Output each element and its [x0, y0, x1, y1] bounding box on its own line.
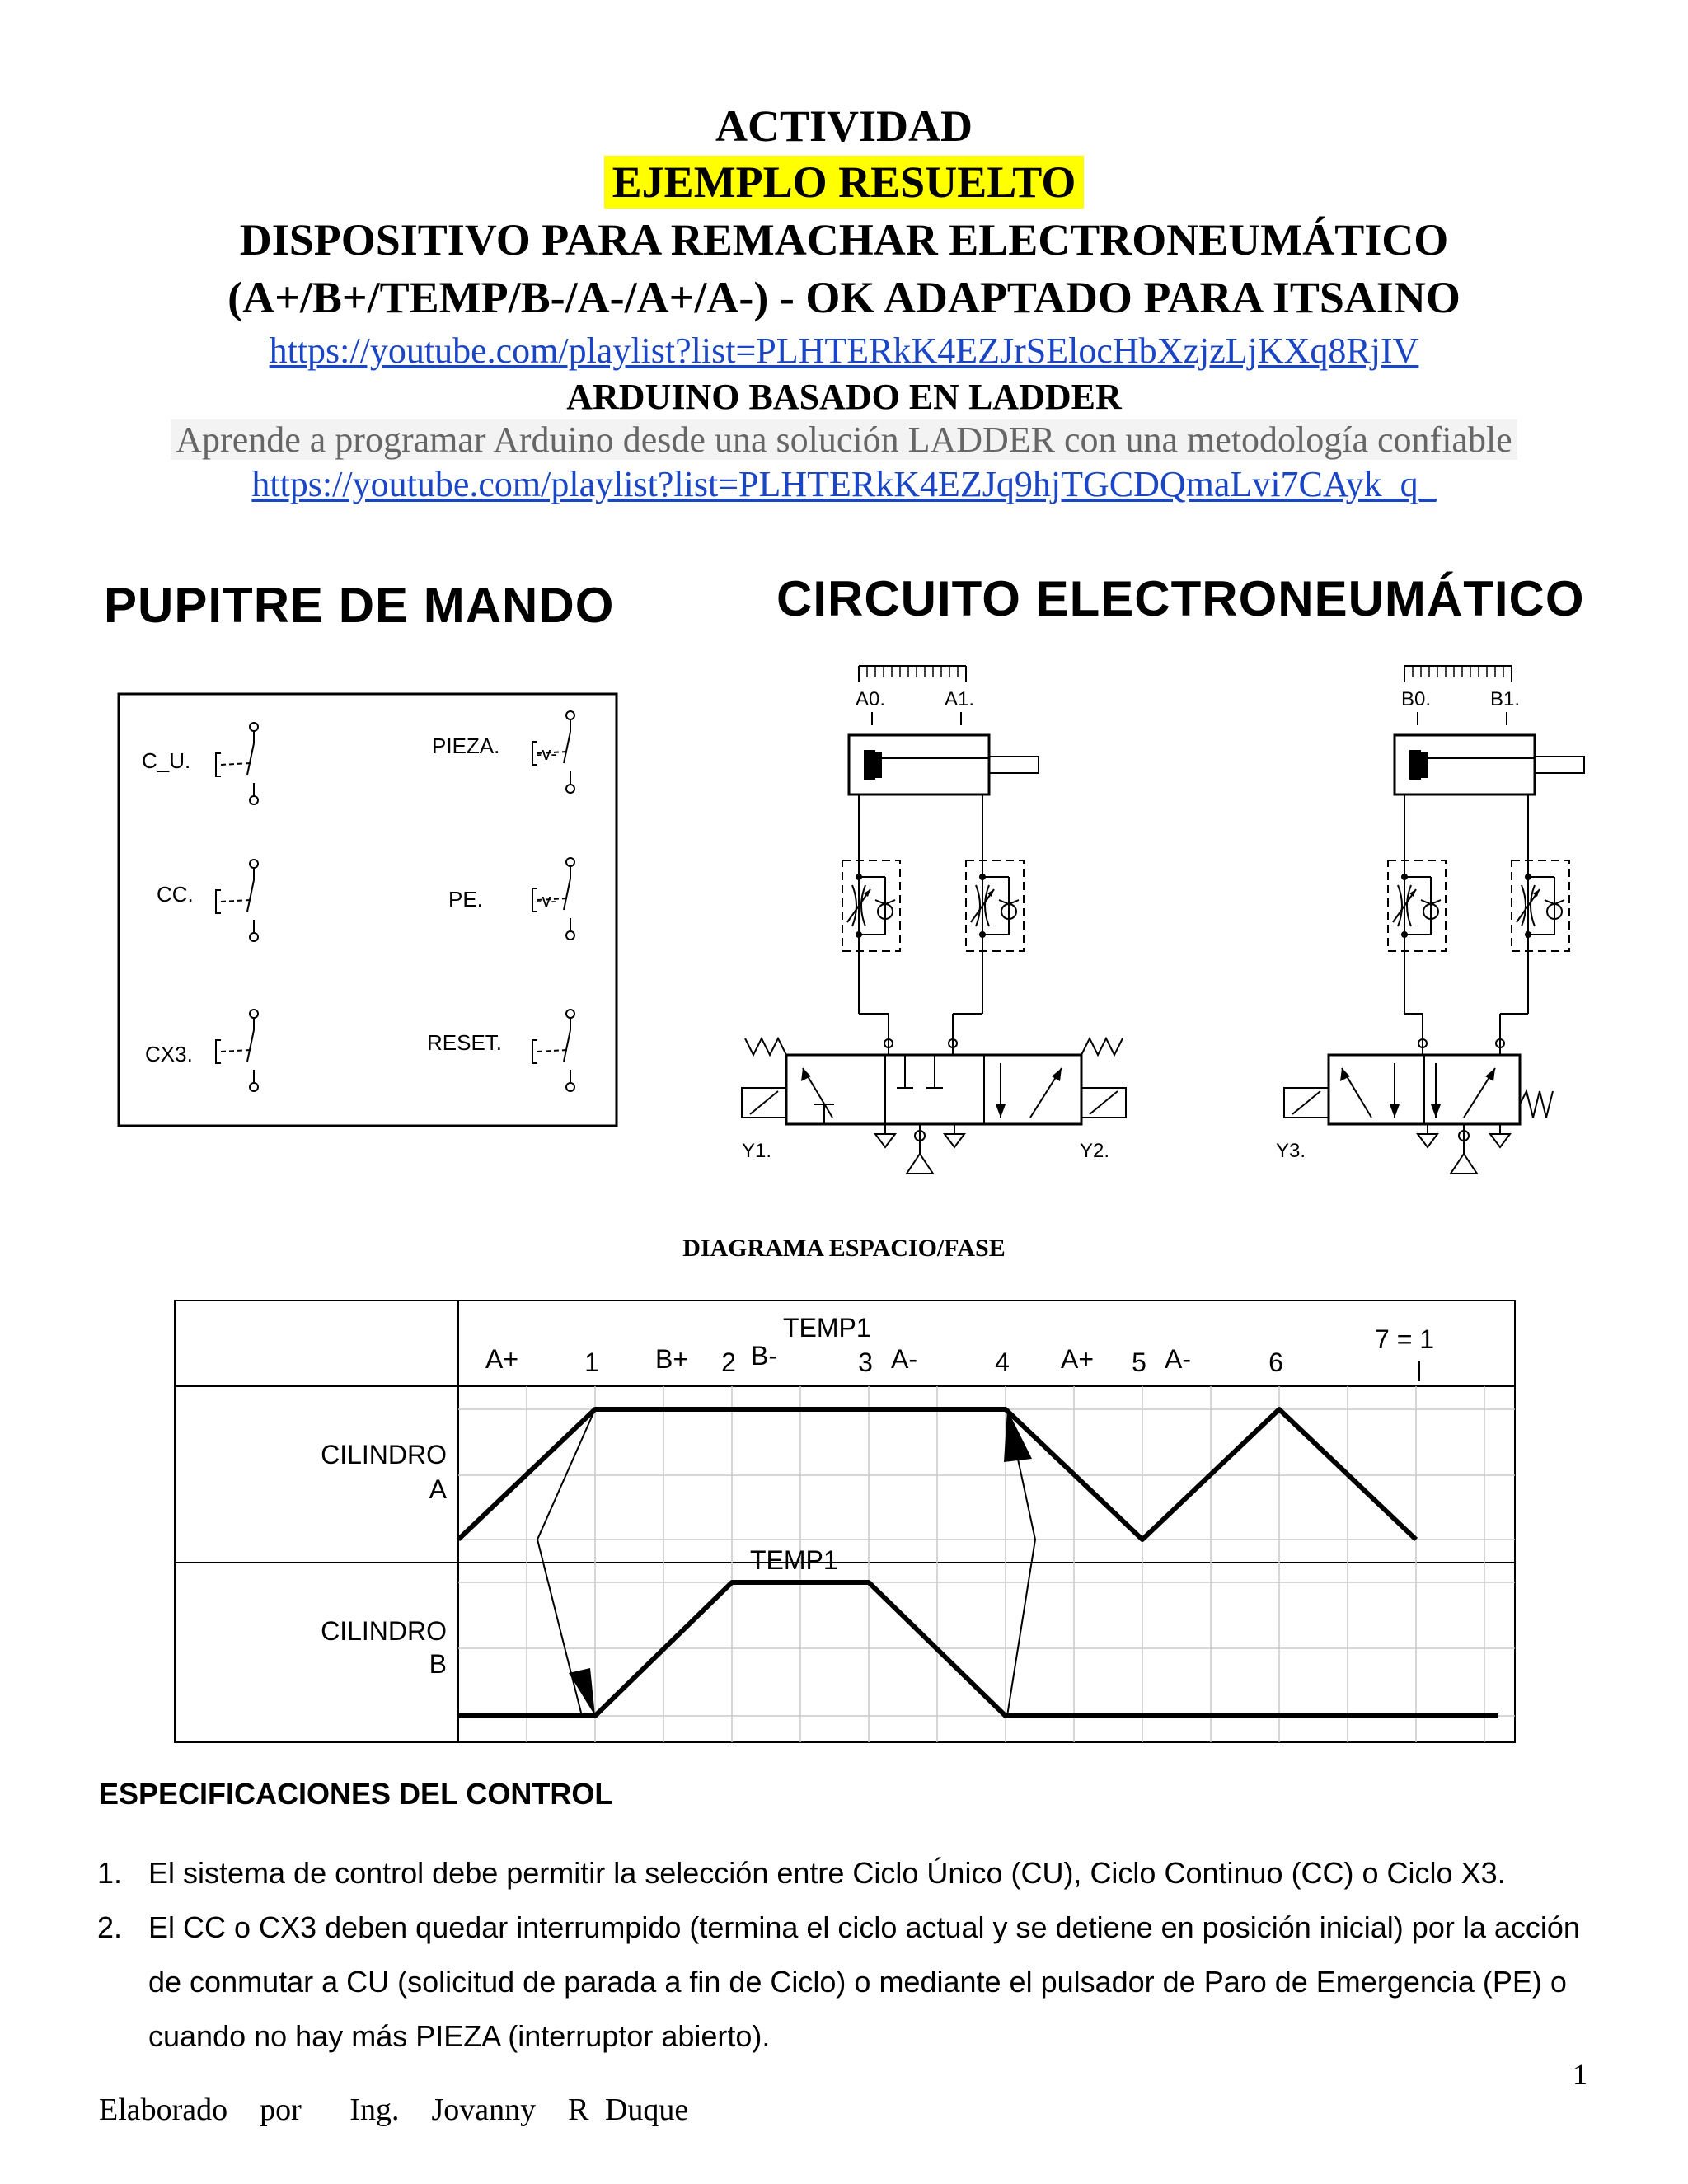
cylinder-a-label-1: CILINDRO [321, 1440, 447, 1469]
move-label: A+ [1061, 1344, 1095, 1374]
heading-sequence: (A+/B+/TEMP/B-/A-/A+/A-) - OK ADAPTADO PARA ITSAINO [227, 273, 1461, 322]
switch-label-cu: C_U. [142, 748, 191, 773]
list-item [97, 1900, 1597, 2064]
move-label: A- [1165, 1344, 1191, 1374]
circuit-title: CIRCUITO ELECTRONEUMÁTICO [776, 571, 1585, 626]
heading-activity: ACTIVIDAD [715, 101, 973, 151]
switch-label-pieza: PIEZA. [432, 733, 500, 758]
move-label: B- [751, 1341, 777, 1371]
highlighted-title: EJEMPLO RESUELTO [604, 156, 1085, 209]
solenoid-label-y2: Y2. [1080, 1140, 1110, 1162]
specs-list [97, 1846, 1597, 2064]
sensor-label-b1: B1. [1490, 688, 1521, 710]
subtitle-text: Aprende a programar Arduino desde una solución LADDER con una metodología confiable [171, 419, 1517, 460]
step-label: 5 [1132, 1347, 1146, 1377]
move-label: A- [891, 1344, 917, 1374]
switch-label-reset: RESET. [427, 1030, 503, 1055]
specs-title: ESPECIFICACIONES DEL CONTROL [99, 1777, 613, 1811]
step-label: 2 [721, 1347, 736, 1377]
cylinder-b-label-2: B [429, 1649, 447, 1679]
list-text: El CC o CX3 deben quedar interrumpido (termina el ciclo actual y se detiene en posición inicial) por la acción de conmutar a CU (solicitud de parada a fin de Ciclo) o mediante el pulsador de Paro de Emergencia (PE) o cuando no hay más PIEZA (interruptor abierto). [148, 1910, 1580, 2053]
cylinder-b-label-1: CILINDRO [321, 1616, 447, 1646]
footer-author: Elaborado por Ing. Jovanny R Duque [99, 2093, 689, 2127]
diagram-title: DIAGRAMA ESPACIO/FASE [682, 1235, 1006, 1262]
switch-label-cc: CC. [157, 882, 194, 907]
list-number: 1. [97, 1856, 123, 1890]
solenoid-label-y1: Y1. [742, 1140, 772, 1162]
cylinder-a-label-2: A [429, 1474, 447, 1504]
list-number: 2. [97, 1910, 123, 1944]
temp-label-mid: TEMP1 [750, 1545, 838, 1575]
solenoid-label-y3: Y3. [1276, 1140, 1306, 1162]
svg-text:-v-: -v- [536, 743, 557, 764]
diagram-grid [458, 1386, 1515, 1742]
move-label: A+ [485, 1344, 519, 1374]
playlist-link-2[interactable]: https://youtube.com/playlist?list=PLHTERkK4EZJq9hjTGCDQmaLvi7CAyk_q_ [251, 464, 1437, 504]
step-label: 6 [1268, 1347, 1283, 1377]
sensor-label-a1: A1. [945, 688, 975, 710]
sensor-label-a0: A0. [856, 688, 886, 710]
series-cylinder-b [458, 1582, 1498, 1716]
temp-label-top: TEMP1 [783, 1313, 871, 1343]
list-item [97, 1846, 1597, 1900]
step-end-label: 7 = 1 [1375, 1324, 1435, 1354]
panel-title: PUPITRE DE MANDO [104, 578, 615, 633]
list-text: El sistema de control debe permitir la selección entre Ciclo Único (CU), Ciclo Continuo (CC) o Ciclo X3. [148, 1856, 1506, 1890]
heading-device: DISPOSITIVO PARA REMACHAR ELECTRONEUMÁTICO [239, 215, 1449, 265]
switch-label-cx3: CX3. [145, 1042, 193, 1066]
step-label: 3 [858, 1347, 873, 1377]
step-label: 1 [584, 1347, 599, 1377]
sensor-label-b0: B0. [1401, 688, 1432, 710]
page-number: 1 [1573, 2058, 1587, 2091]
move-label: B+ [655, 1344, 689, 1374]
diagram-frame [175, 1301, 1515, 1742]
switch-label-pe: PE. [448, 887, 483, 912]
playlist-link-1[interactable]: https://youtube.com/playlist?list=PLHTERkK4EZJrSElocHbXzjzLjKXq8RjIV [269, 330, 1419, 371]
step-label: 4 [995, 1347, 1010, 1377]
svg-text:-v-: -v- [536, 890, 557, 911]
heading-arduino: ARDUINO BASADO EN LADDER [566, 377, 1122, 417]
